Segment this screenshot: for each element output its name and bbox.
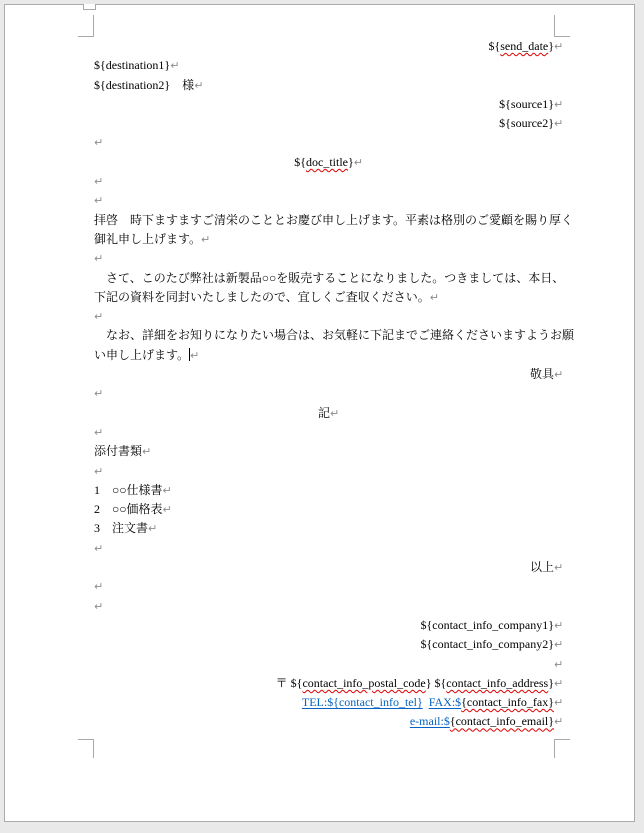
text-run: 3 注文書 [94,521,149,536]
doc-line-6[interactable] [94,133,554,152]
doc-line-29[interactable] [94,577,554,596]
text-area[interactable] [94,37,575,732]
doc-line-8[interactable] [94,172,554,191]
text-run: ${source1} [499,96,554,111]
doc-line-2[interactable] [94,56,554,75]
text-run: さて、このたび弊社は新製品○○を販売することになりました。つきましては、本日、 [94,270,565,285]
doc-line-19[interactable] [94,384,554,403]
paragraph-mark-icon: ↵ [148,522,158,536]
text-run: 敬具 [529,367,554,382]
doc-line-34[interactable]: 〒 ${contact_info_postal_code} ${contact_info_address}↵ [275,675,564,690]
doc-line-11[interactable] [94,230,554,249]
text-run: ${ [294,154,306,169]
doc-line-32[interactable]: ${contact_info_company2}↵ [420,637,564,652]
text-run: 添付書類 [94,444,143,459]
text-run: ${contact_info_company1} [420,617,554,632]
doc-line-23[interactable] [94,462,554,481]
text-run: } ${ [425,675,447,690]
text-run: 〒 ${ [275,675,303,690]
doc-line-21[interactable] [94,423,554,442]
doc-line-17[interactable] [94,346,554,365]
text-run: 御礼申し上げます。 [94,231,202,246]
text-run: ${ [488,39,501,53]
doc-line-1[interactable]: ${send_date}↵ [488,39,564,53]
paragraph-mark-icon: ↵ [429,290,439,304]
paragraph-mark-icon: ↵ [170,59,180,73]
doc-line-13[interactable] [94,269,565,288]
paragraph-mark-icon: ↵ [94,541,104,555]
text-run: 下記の資料を同封いたしましたので、宜しくご査収ください。 [94,289,430,304]
text-run: ${contact_info_company2} [420,637,554,652]
doc-line-12[interactable] [94,249,554,268]
text-run: い申し上げます。 [94,347,190,362]
doc-line-30[interactable] [94,597,554,616]
page-top-notch [83,4,96,10]
text-run: } [348,154,354,169]
doc-line-25[interactable] [94,500,554,519]
doc-line-7[interactable]: ${doc_title}↵ [294,154,363,169]
doc-line-5[interactable]: ${source2}↵ [499,116,564,131]
doc-line-27[interactable] [94,539,554,558]
paragraph-mark-icon: ↵ [94,252,104,266]
doc-line-33[interactable]: ↵ [554,657,564,671]
doc-line-9[interactable] [94,191,554,210]
doc-line-24[interactable] [94,481,554,500]
doc-line-35[interactable]: TEL:${contact_info_tel} FAX:${contact_info_fax}↵ [301,695,564,710]
text-run: ${destination2} 様 [94,77,195,92]
paragraph-mark-icon: ↵ [94,310,104,324]
text-run: 記 [317,405,330,420]
text-run: } [548,675,554,690]
paragraph-mark-icon: ↵ [162,503,172,517]
paragraph-mark-icon: ↵ [162,483,172,497]
doc-line-26[interactable] [94,519,554,538]
doc-line-36[interactable]: e-mail:${contact_info_email}↵ [409,714,564,729]
text-run: 拝啓 時下ますますご清栄のこととお慶び申し上げます。平素は格別のご愛顧を賜り厚く [94,212,574,227]
paragraph-mark-icon: ↵ [190,348,200,362]
doc-line-22[interactable] [94,442,554,461]
paragraph-mark-icon: ↵ [194,78,204,92]
text-run: 以上 [529,560,554,575]
doc-line-28[interactable]: 以上↵ [529,560,564,575]
doc-line-15[interactable] [94,307,554,326]
misspelled-placeholder: {contact_info_fax} [461,695,554,710]
paragraph-mark-icon: ↵ [94,387,104,401]
text-run: 1 ○○仕様書 [94,482,163,497]
text-run: なお、詳細をお知りになりたい場合は、お気軽に下記までご連絡くださいますようお願 [94,328,575,343]
doc-line-4[interactable]: ${source1}↵ [499,96,564,111]
doc-line-10[interactable] [94,211,574,230]
doc-line-16[interactable] [94,326,575,345]
doc-line-3[interactable] [94,76,554,95]
paragraph-mark-icon: ↵ [94,580,104,594]
paragraph-mark-icon: ↵ [94,175,104,189]
margin-crop-mark-top-left [78,15,94,37]
paragraph-mark-icon: ↵ [201,232,211,246]
doc-line-14[interactable] [94,288,554,307]
text-run: ${destination1} [94,58,171,73]
misspelled-placeholder: {contact_info_email} [449,714,554,729]
document-page[interactable] [4,4,635,822]
doc-line-31[interactable]: ${contact_info_company1}↵ [420,617,564,632]
misspelled-placeholder: doc_title [306,154,348,169]
misspelled-placeholder: contact_info_postal_code [302,675,426,690]
margin-crop-mark-top-right [554,15,570,37]
paragraph-mark-icon: ↵ [94,194,104,208]
text-run: 2 ○○価格表 [94,502,163,517]
text-run: } [548,39,554,53]
text-run: ${source2} [499,116,554,131]
paragraph-mark-icon: ↵ [142,445,152,459]
paragraph-mark-icon: ↵ [94,464,104,478]
paragraph-mark-icon: ↵ [94,599,104,613]
paragraph-mark-icon: ↵ [94,425,104,439]
misspelled-placeholder: send_date [500,39,549,53]
margin-crop-mark-bottom-left [78,739,94,758]
hyperlink[interactable]: e-mail:$ [409,714,450,729]
doc-line-18[interactable]: 敬具↵ [529,367,564,382]
hyperlink[interactable]: TEL:${contact_info_tel} [301,695,423,710]
hyperlink[interactable]: FAX:$ [428,695,462,710]
doc-line-20[interactable]: 記↵ [317,405,340,420]
paragraph-mark-icon: ↵ [94,136,104,150]
misspelled-placeholder: contact_info_address [446,675,549,690]
margin-crop-mark-bottom-right [554,739,570,758]
